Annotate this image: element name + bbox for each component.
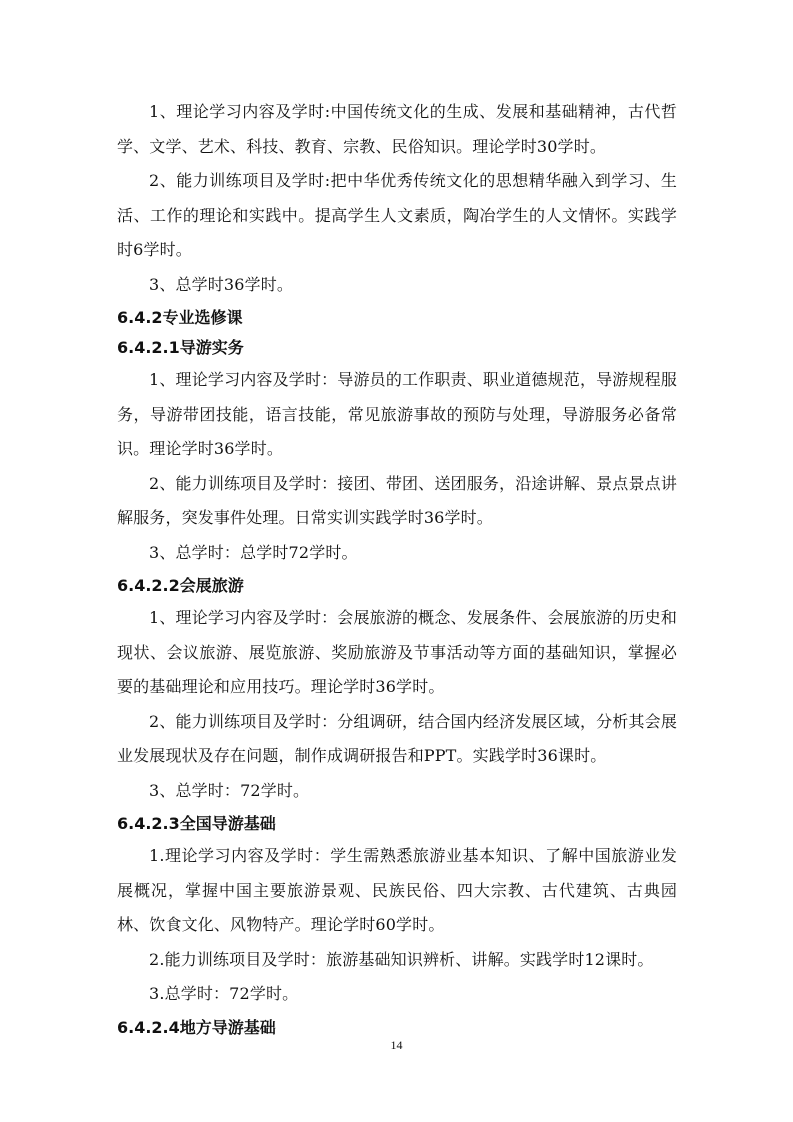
paragraph: 3、总学时：总学时72学时。 [149, 542, 358, 562]
paragraph: 1、理论学习内容及学时：导游员的工作职责、职业道德规范，导游规程服务，导游带团技能，语言技能，常见旅游事故的预防与处理，导游服务必备常识。理论学时36学时。 [117, 370, 677, 458]
paragraph: 3、总学时：72学时。 [149, 780, 310, 800]
paragraph: 1.理论学习内容及学时：学生需熟悉旅游业基本知识、了解中国旅游业发展概况，掌握中国主要旅游景观、民族民俗、四大宗教、古代建筑、古典园林、饮食文化、风物特产。理论学时60学时。 [117, 846, 677, 934]
paragraph: 2.能力训练项目及学时：旅游基础知识辨析、讲解。实践学时12课时。 [149, 949, 654, 969]
paragraph: 1、理论学习内容及学时：会展旅游的概念、发展条件、会展旅游的历史和现状、会议旅游、展览旅游、奖励旅游及节事活动等方面的基础知识，掌握必要的基础理论和应用技巧。理论学时36学时。 [117, 608, 677, 696]
paragraph: 2、能力训练项目及学时：分组调研，结合国内经济发展区域，分析其会展业发展现状及存在问题，制作成调研报告和PPT。实践学时36课时。 [117, 711, 677, 765]
paragraph: 3、总学时36学时。 [149, 274, 294, 294]
paragraph: 2、能力训练项目及学时:把中华优秀传统文化的思想精华融入到学习、生活、工作的理论和实践中。提高学生人文素质，陶冶学生的人文情怀。实践学时6学时。 [117, 171, 677, 259]
paragraph: 3.总学时：72学时。 [149, 984, 299, 1003]
paragraph: 1、理论学习内容及学时:中国传统文化的生成、发展和基础精神，古代哲学、文学、艺术、科技、教育、宗教、民俗知识。理论学时30学时。 [117, 102, 677, 156]
document-body [117, 95, 677, 1043]
section-heading: 6.4.2专业选修课 [117, 308, 243, 327]
subsection-heading: 6.4.2.1导游实务 [117, 338, 244, 357]
subsection-heading: 6.4.2.4地方导游基础 [117, 1017, 276, 1037]
subsection-heading: 6.4.2.2会展旅游 [117, 576, 244, 595]
subsection-heading: 6.4.2.3全国导游基础 [117, 814, 276, 833]
page-number: 14 [390, 1038, 403, 1052]
paragraph: 2、能力训练项目及学时：接团、带团、送团服务，沿途讲解、景点景点讲解服务，突发事件处理。日常实训实践学时36学时。 [117, 473, 677, 527]
